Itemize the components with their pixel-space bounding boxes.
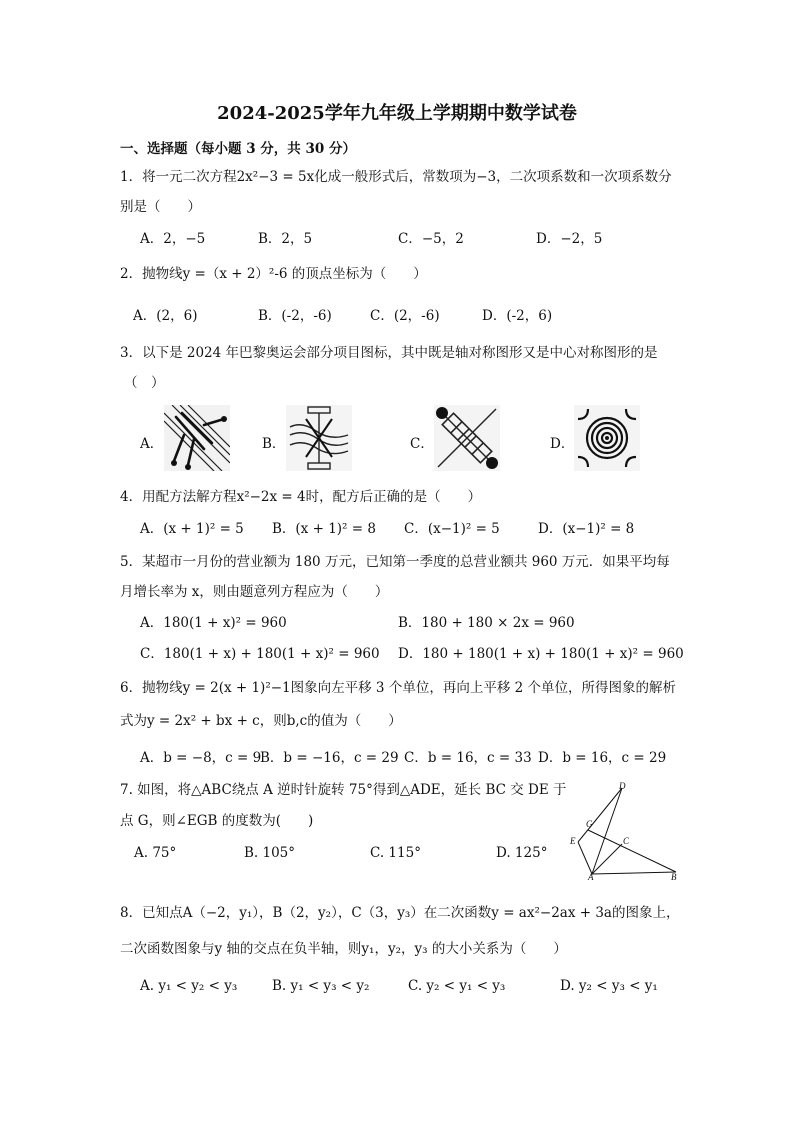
q5-option-b[interactable]: B．180 + 180 × 2x = 960 bbox=[398, 615, 575, 631]
q3-label-d[interactable]: D． bbox=[550, 436, 575, 452]
q2-option-a[interactable]: A．(2，6) bbox=[133, 308, 198, 324]
q1-option-c[interactable]: C．−5，2 bbox=[398, 231, 464, 247]
rope-climbing-icon[interactable] bbox=[286, 405, 352, 471]
q8-option-b[interactable]: B. y₁ < y₃ < y₂ bbox=[272, 978, 370, 994]
q6-option-d[interactable]: D．b = 16，c = 29 bbox=[538, 750, 667, 766]
segment-EA bbox=[578, 842, 592, 874]
section-heading: 一、选择题（每小题 3 分，共 30 分） bbox=[120, 141, 356, 157]
q4-option-a[interactable]: A．(x + 1)² = 5 bbox=[140, 521, 244, 537]
q2-option-b[interactable]: B．(-2，-6) bbox=[258, 308, 332, 324]
q4-stem: 4．用配方法解方程x²−2x = 4时，配方后正确的是（ ） bbox=[120, 489, 482, 505]
archery-target-icon[interactable] bbox=[574, 405, 640, 471]
q7-stem-cont: 点 G，则∠EGB 的度数为( ) bbox=[120, 813, 314, 829]
q6-option-b[interactable]: B．b = −16，c = 29 bbox=[260, 750, 399, 766]
segment-BG bbox=[588, 830, 676, 872]
q5-option-a[interactable]: A．180(1 + x)² = 960 bbox=[140, 615, 287, 631]
q2-option-c[interactable]: C．(2，-6) bbox=[370, 308, 440, 324]
q7-stem: 7. 如图，将△ABC绕点 A 逆时针旋转 75°得到△ADE，延长 BC 交 DE 于 bbox=[120, 782, 567, 798]
q4-option-c[interactable]: C．(x−1)² = 5 bbox=[404, 521, 500, 537]
q5-option-c[interactable]: C．180(1 + x) + 180(1 + x)² = 960 bbox=[140, 646, 380, 662]
q2-stem: 2．抛物线y =（x + 2）²-6 的顶点坐标为（ ） bbox=[120, 266, 427, 282]
q8-stem-cont: 二次函数图象与y 轴的交点在负半轴，则y₁，y₂，y₃ 的大小关系为（ ） bbox=[120, 941, 567, 957]
q5-option-d[interactable]: D．180 + 180(1 + x) + 180(1 + x)² = 960 bbox=[398, 646, 684, 662]
point-D: D bbox=[619, 781, 626, 791]
q2-option-d[interactable]: D．(-2，6) bbox=[482, 308, 553, 324]
q6-option-c[interactable]: C．b = 16，c = 33 bbox=[404, 750, 532, 766]
point-B: B bbox=[671, 872, 677, 880]
q3-label-b[interactable]: B． bbox=[262, 436, 286, 452]
q7-option-a[interactable]: A. 75° bbox=[134, 845, 177, 861]
page-title: 2024-2025学年九年级上学期期中数学试卷 bbox=[217, 103, 577, 124]
q1-stem: 1．将一元二次方程2x²−3 = 5x化成一般形式后，常数项为−3，二次项系数和一次项系数分 bbox=[120, 169, 672, 185]
q1-option-b[interactable]: B．2，5 bbox=[258, 231, 313, 247]
q4-option-d[interactable]: D．(x−1)² = 8 bbox=[538, 521, 635, 537]
q7-option-c[interactable]: C. 115° bbox=[370, 845, 421, 861]
rotation-geometry-figure bbox=[560, 780, 690, 880]
q3-label-a[interactable]: A． bbox=[140, 436, 164, 452]
q1-option-d[interactable]: D．−2，5 bbox=[536, 231, 603, 247]
q3-label-c[interactable]: C． bbox=[410, 436, 434, 452]
q6-stem: 6．抛物线y = 2(x + 1)²−1图象向左平移 3 个单位，再向上平移 2 个单位，所得图象的解析 bbox=[120, 680, 676, 696]
q1-stem-cont: 别是（ ） bbox=[120, 199, 201, 215]
rowing-icon[interactable] bbox=[164, 405, 230, 471]
q8-option-c[interactable]: C. y₂ < y₁ < y₃ bbox=[408, 978, 506, 994]
q8-option-d[interactable]: D. y₂ < y₃ < y₁ bbox=[560, 978, 658, 994]
segment-DE bbox=[578, 788, 622, 842]
q4-option-b[interactable]: B．(x + 1)² = 8 bbox=[272, 521, 376, 537]
segment-AC bbox=[592, 844, 622, 874]
q6-option-a[interactable]: A．b = −8，c = 9 bbox=[140, 750, 262, 766]
q3-stem: 3．以下是 2024 年巴黎奥运会部分项目图标，其中既是轴对称图形又是中心对称图形的是 bbox=[120, 345, 658, 361]
segment-AB bbox=[592, 872, 676, 874]
q5-stem-cont: 月增长率为 x，则由题意列方程应为（ ） bbox=[120, 584, 389, 600]
q6-stem-cont: 式为y = 2x² + bx + c，则b,c的值为（ ） bbox=[120, 713, 402, 729]
q3-stem-cont: （ ） bbox=[124, 375, 165, 391]
q7-option-b[interactable]: B. 105° bbox=[244, 845, 296, 861]
table-tennis-icon[interactable] bbox=[434, 405, 500, 471]
point-C: C bbox=[623, 836, 630, 846]
point-G: G bbox=[586, 819, 593, 829]
q8-option-a[interactable]: A. y₁ < y₂ < y₃ bbox=[140, 978, 238, 994]
segment-AD bbox=[592, 788, 622, 874]
q5-stem: 5．某超市一月份的营业额为 180 万元，已知第一季度的总营业额共 960 万元．如果平均每 bbox=[120, 554, 670, 570]
q7-option-d[interactable]: D. 125° bbox=[496, 845, 548, 861]
point-E: E bbox=[570, 836, 576, 846]
q8-stem: 8．已知点A（−2，y₁），B（2，y₂），C（3，y₃）在二次函数y = ax²−2ax + 3a的图象上， bbox=[120, 905, 680, 921]
q1-option-a[interactable]: A．2，−5 bbox=[140, 231, 206, 247]
point-A: A bbox=[588, 872, 594, 880]
